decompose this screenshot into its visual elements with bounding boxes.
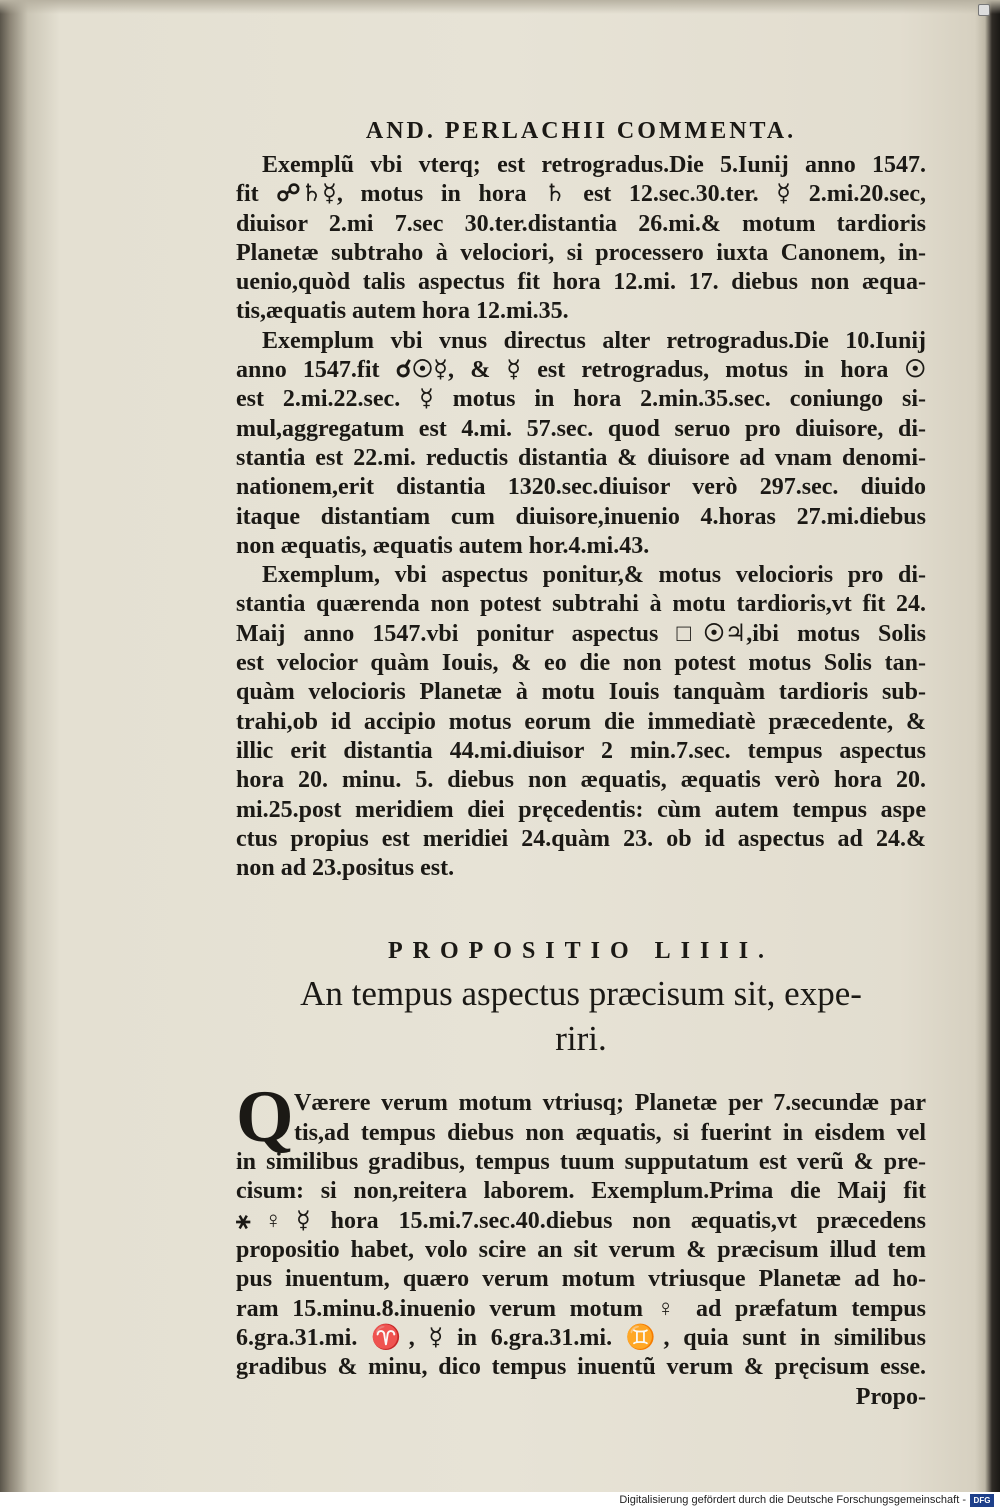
text-line: tis,ad tempus diebus non æquatis, si fuerint in eisdem vel <box>294 1119 926 1146</box>
paragraph <box>236 327 926 561</box>
drop-cap: Q <box>236 1076 294 1159</box>
text-block <box>236 118 926 1412</box>
proposition-title-line: riri. <box>555 1019 607 1059</box>
text-line: Planetæ subtraho à velociori, si processero iuxta Canonem, in- <box>236 239 926 266</box>
text-line: nationem,erit distantia 1320.sec.diuisor verò 297.sec. diuido <box>236 474 926 501</box>
digitization-footer <box>0 1492 1000 1510</box>
text-line: mul,aggregatum est 4.mi. 57.sec. quod seruo pro diuisore, di- <box>236 415 926 442</box>
paragraph <box>236 151 926 327</box>
text-line: Maij anno 1547.vbi ponitur aspectus □☉♃,ibi motus Solis <box>236 620 926 647</box>
text-line: uenio,quòd talis aspectus fit hora 12.mi. 17. diebus non æqua- <box>236 269 926 296</box>
text-line: Værere verum motum vtriusq; Planetæ per 7.secundæ par <box>294 1090 926 1117</box>
text-line: stantia est 22.mi. reductis distantia & diuisore ad vnam denomi- <box>236 444 926 471</box>
footer-credit: Digitalisierung gefördert durch die Deutsche Forschungsgemeinschaft - <box>619 1494 966 1506</box>
proposition-title-line: An tempus aspectus præcisum sit, expe- <box>300 974 862 1014</box>
text-line: Exemplũ vbi vterq; est retrogradus.Die 5.Iunij anno 1547. <box>262 152 926 178</box>
text-line: anno 1547.fit ☌☉☿, & ☿ est retrogradus, motus in hora ☉ <box>236 357 926 384</box>
text-line: illic erit distantia 44.mi.diuisor 2 min.7.sec. tempus aspectus <box>236 737 926 764</box>
text-line: propositio habet, volo scire an sit verum & præcisum illud tem <box>236 1236 926 1263</box>
text-line: trahi,ob id accipio motus eorum die immediatè præcedente, & <box>236 708 926 735</box>
text-line: ⚹♀☿ hora 15.mi.7.sec.40.diebus non æquatis,vt præcedens <box>236 1207 926 1234</box>
text-line: non ad 23.positus est. <box>236 855 455 882</box>
text-line: tis,æquatis autem hora 12.mi.35. <box>236 298 569 325</box>
text-line: est 2.mi.22.sec. ☿ motus in hora 2.min.35.sec. coniungo si- <box>236 386 926 413</box>
text-line: ctus propius est meridiei 24.quàm 23. ob id aspectus ad 24.& <box>236 825 926 852</box>
text-line: ram 15.minu.8.inuenio verum motum ♀ ad præfatum tempus <box>236 1295 926 1322</box>
proposition-title <box>276 971 886 1061</box>
proposition-heading: PROPOSITIO LIIII. <box>387 938 775 965</box>
text-line: Exemplum, vbi aspectus ponitur,& motus velocioris pro di- <box>262 562 926 589</box>
text-line: fit ☍♄☿, motus in hora ♄ est 12.sec.30.ter. ☿ 2.mi.20.sec, <box>236 181 926 208</box>
text-line: mi.25.post meridiem diei pręcedentis: cùm autem tempus aspe <box>236 796 926 823</box>
commentary-paragraphs <box>236 151 926 883</box>
text-line: hora 20. minu. 5. diebus non æquatis, æquatis verò hora 20. <box>236 767 926 794</box>
proposition-body <box>236 1076 926 1412</box>
text-line: pus inuentum, quæro verum motum vtriusque Planetæ ad ho- <box>236 1266 926 1293</box>
text-line: cisum: si non,reitera laborem. Exemplum.Prima die Maij fit <box>236 1178 926 1205</box>
text-line: quàm velocioris Planetæ à motu Iouis tanquàm tardioris sub- <box>236 679 926 706</box>
text-line: in similibus gradibus, tempus tuum supputatum est verũ & pre- <box>236 1149 926 1176</box>
dfg-logo: DFG <box>970 1494 994 1507</box>
text-line: est velocior quàm Iouis, & eo die non potest motus Solis tan- <box>236 650 926 677</box>
text-line: non æquatis, æquatis autem hor.4.mi.43. <box>236 532 650 559</box>
text-line: itaque distantiam cum diuisore,inuenio 4.horas 27.mi.diebus <box>236 503 926 530</box>
text-line: gradibus & minu, dico tempus inuentũ verum & pręcisum esse. <box>236 1354 926 1381</box>
text-line: Exemplum vbi vnus directus alter retrogradus.Die 10.Iunij <box>262 327 926 354</box>
proposition-lines <box>236 1089 926 1382</box>
corner-mark <box>978 4 990 16</box>
paragraph <box>236 561 926 883</box>
text-line: stantia quærenda non potest subtrahi à motu tardioris,vt fit 24. <box>236 591 926 618</box>
text-line: 6.gra.31.mi. ♈, ☿ in 6.gra.31.mi. ♊, quia sunt in similibus <box>236 1324 926 1351</box>
page-top-shadow <box>0 0 1000 14</box>
catchword: Propo- <box>855 1384 926 1411</box>
running-head: AND. PERLACHII COMMENTA. <box>365 118 797 144</box>
text-line: diuisor 2.mi 7.sec 30.ter.distantia 26.mi.& motum tardioris <box>236 210 926 237</box>
